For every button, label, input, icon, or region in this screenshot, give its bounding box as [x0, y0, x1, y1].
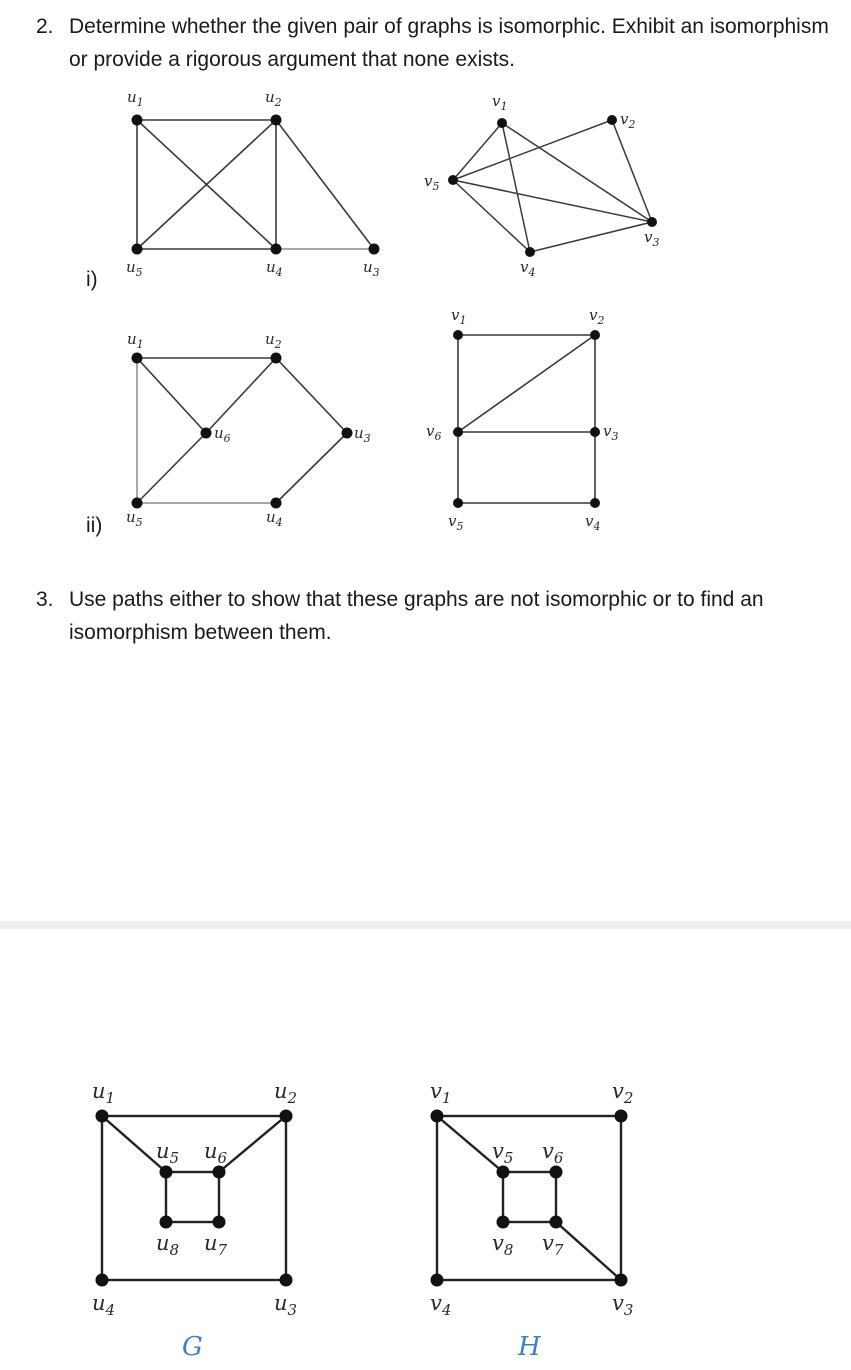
vertex-label-v3: $v_3$	[612, 1291, 634, 1319]
vertex-label-v7: $v_7$	[542, 1231, 564, 1259]
vertex-label-v1: $v_1$	[492, 92, 508, 113]
vertex-label-v4: $v_4$	[430, 1291, 452, 1319]
graph-g-caption: G	[182, 1332, 203, 1362]
vertex-label-u2: $u_2$	[274, 1079, 298, 1107]
vertex	[96, 1110, 109, 1123]
edge	[503, 1172, 556, 1222]
vertex-label-v1: $v_1$	[451, 306, 467, 327]
vertex-label-u2: $u_2$	[265, 330, 282, 351]
vertex-label-u3: $u_3$	[354, 424, 371, 445]
vertex	[431, 1274, 444, 1287]
question-text: Use paths either to show that these graphs are not isomorphic or to find an isomorphism between them.	[69, 588, 764, 644]
vertex-label-v2: $v_2$	[620, 110, 636, 131]
vertex	[615, 1274, 628, 1287]
vertex-label-u6: $u_6$	[214, 424, 231, 445]
vertex-label-v1: $v_1$	[430, 1079, 452, 1107]
vertex-label-v5: $v_5$	[492, 1139, 514, 1167]
question-number: 2.	[36, 15, 54, 38]
vertex-label-u5: $u_5$	[126, 508, 143, 529]
vertex-label-v6: $v_6$	[542, 1139, 564, 1167]
vertex-label-v6: $v_6$	[426, 422, 442, 443]
vertex	[213, 1216, 226, 1229]
vertex-label-u1: $u_1$	[127, 88, 144, 109]
edge	[556, 1222, 621, 1280]
vertex	[431, 1110, 444, 1123]
vertex-label-u4: $u_4$	[266, 258, 283, 279]
part-label-i: i)	[86, 268, 98, 291]
vertex-label-u2: $u_2$	[265, 88, 282, 109]
vertex-label-u1: $u_1$	[92, 1079, 116, 1107]
question-text: Determine whether the given pair of graphs is isomorphic. Exhibit an isomorphism or provide a rigorous argument that none exists.	[69, 15, 829, 71]
question-number: 3.	[36, 588, 54, 611]
vertex-label-u6: $u_6$	[204, 1139, 228, 1167]
vertex-label-v2: $v_2$	[589, 306, 605, 327]
vertex-label-u3: $u_3$	[274, 1291, 298, 1319]
vertex	[615, 1110, 628, 1123]
vertex	[550, 1166, 563, 1179]
vertex	[96, 1274, 109, 1287]
vertex-label-u5: $u_5$	[126, 258, 143, 279]
vertex-label-v2: $v_2$	[612, 1079, 634, 1107]
vertex	[497, 1166, 510, 1179]
vertex-label-v3: $v_3$	[603, 422, 619, 443]
vertex-label-v4: $v_4$	[585, 512, 601, 533]
graph-h-caption: H	[518, 1332, 541, 1362]
vertex-label-v5: $v_5$	[424, 172, 440, 193]
vertex	[160, 1166, 173, 1179]
vertex	[280, 1110, 293, 1123]
vertex	[280, 1274, 293, 1287]
vertex	[550, 1216, 563, 1229]
vertex	[497, 1216, 510, 1229]
vertex-label-u4: $u_4$	[266, 508, 283, 529]
vertex-label-u7: $u_7$	[204, 1231, 228, 1259]
vertex	[213, 1166, 226, 1179]
vertex-label-v5: $v_5$	[448, 512, 464, 533]
part-label-ii: ii)	[86, 514, 103, 537]
vertex-label-u1: $u_1$	[127, 330, 144, 351]
vertex-label-u3: $u_3$	[363, 258, 380, 279]
vertex-label-u8: $u_8$	[156, 1231, 180, 1259]
vertex-label-u4: $u_4$	[92, 1291, 116, 1319]
edge	[219, 1116, 286, 1172]
edge	[166, 1172, 219, 1222]
vertex	[160, 1216, 173, 1229]
vertex-label-v8: $v_8$	[492, 1231, 514, 1259]
vertex-label-v4: $v_4$	[520, 258, 536, 279]
vertex-label-v3: $v_3$	[644, 228, 660, 249]
vertex-label-u5: $u_5$	[156, 1139, 180, 1167]
